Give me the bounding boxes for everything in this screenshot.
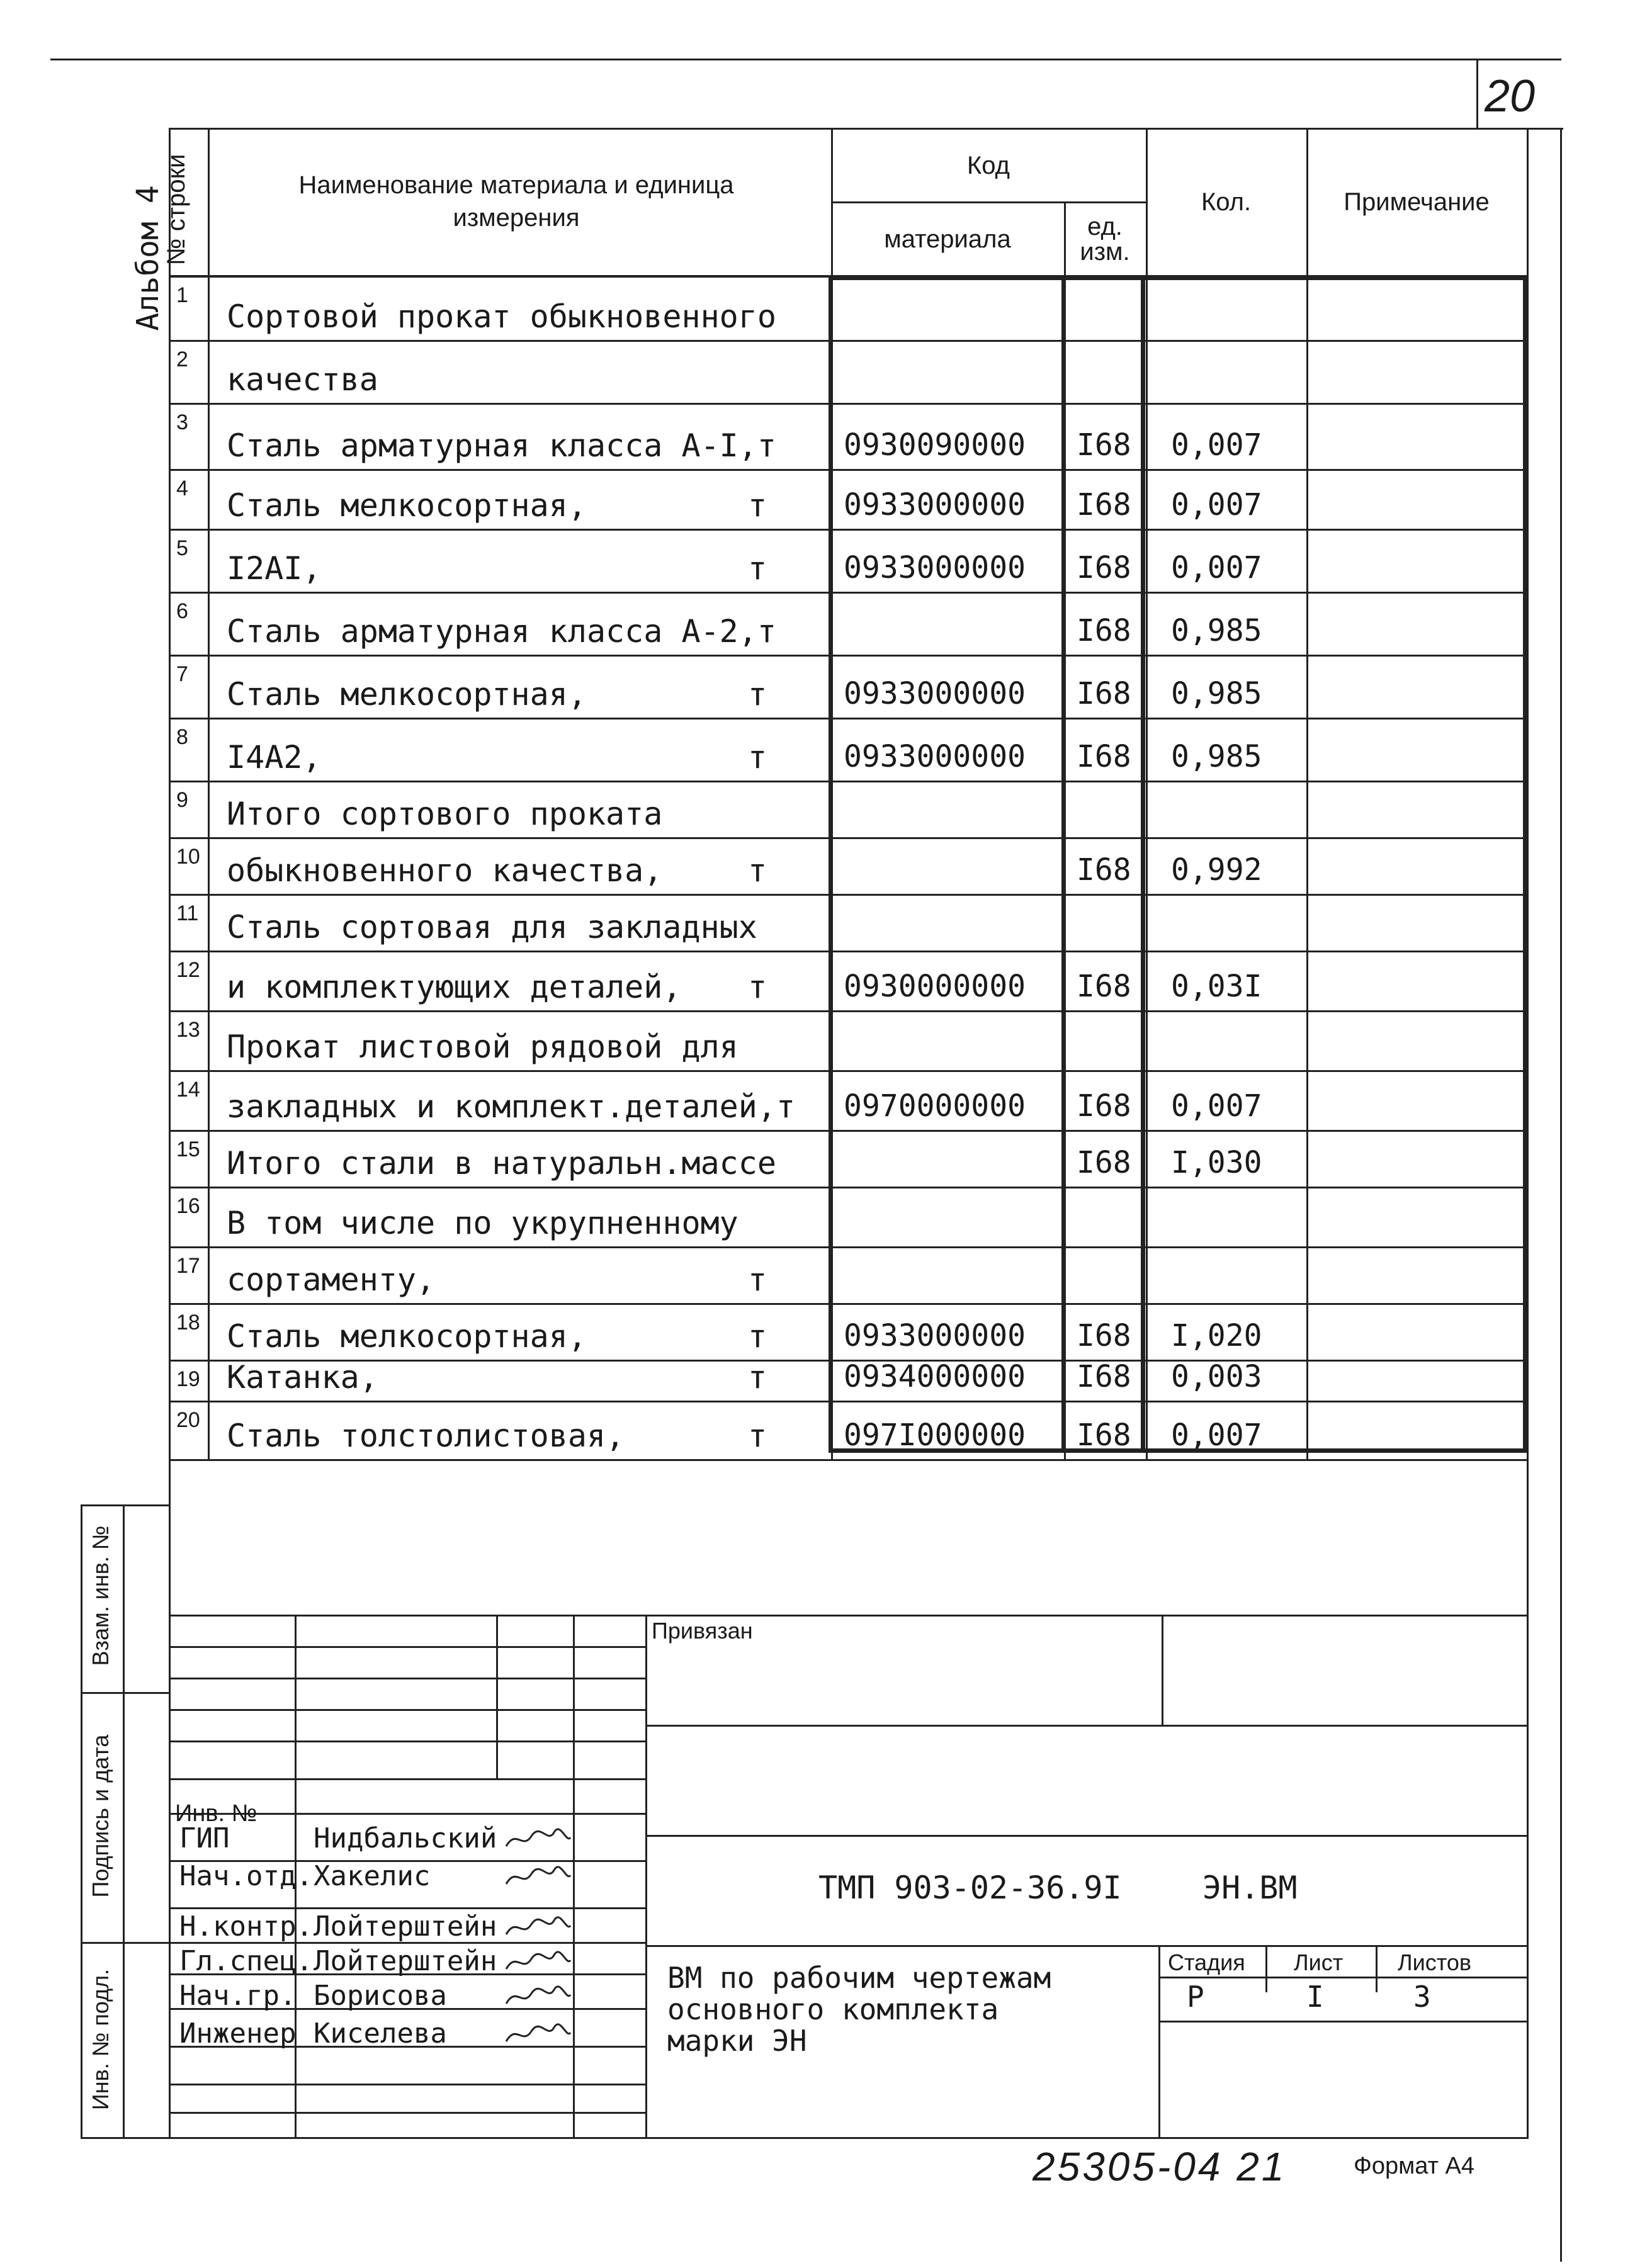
row-name: сортаменту, — [227, 1261, 436, 1298]
row-qty: I,030 — [1171, 1145, 1262, 1180]
row-unit-t: т — [748, 739, 767, 776]
header-name: Наименование материала и единица измерения — [298, 171, 734, 232]
row-line — [169, 1459, 1527, 1461]
header-unit: ед. изм. — [1080, 212, 1130, 266]
stamp-stage-label: Стадия — [1168, 1949, 1245, 1975]
row-number: 20 — [176, 1408, 200, 1432]
stamp-title-3: марки ЭН — [667, 2024, 807, 2058]
row-qty: 0,007 — [1171, 487, 1262, 522]
thick-divider-unit — [1141, 276, 1145, 1453]
stamp-stage: Р — [1187, 1980, 1204, 2014]
signature — [504, 2020, 573, 2049]
stamp-name: Хакелис — [314, 1860, 431, 1892]
row-name: I4A2, — [227, 739, 322, 776]
row-unit-t: т — [748, 676, 767, 713]
row-qty: 0,985 — [1171, 676, 1262, 711]
row-number: 15 — [176, 1137, 200, 1161]
header-note: Примечание — [1344, 188, 1490, 216]
row-qty: 0,03I — [1171, 969, 1262, 1004]
row-uom: I68 — [1077, 613, 1131, 648]
row-uom: I68 — [1077, 1359, 1131, 1394]
row-unit-t: т — [748, 1418, 767, 1454]
stamp-role: Нач.отд. — [179, 1860, 313, 1892]
row-qty: 0,985 — [1171, 613, 1262, 648]
stamp-col-2 — [496, 1615, 498, 1778]
stamp-top — [169, 1615, 1527, 1616]
row-number: 3 — [176, 410, 188, 434]
page-number: 20 — [1485, 71, 1536, 121]
stamp-sheet-label: Лист — [1294, 1949, 1344, 1975]
header-row-no: № строки — [162, 154, 190, 266]
col-rownum-right — [208, 128, 210, 1459]
row-code: 0933000000 — [844, 487, 1026, 522]
row-number: 6 — [176, 599, 188, 623]
row-uom: I68 — [1077, 427, 1131, 463]
row-unit-t: т — [748, 1359, 767, 1396]
stamp-role: Гл.спец. — [179, 1945, 313, 1977]
stamp-sheets-label: Листов — [1398, 1949, 1471, 1975]
row-qty: 0,007 — [1171, 1088, 1262, 1124]
footer-format: Формат А4 — [1354, 2153, 1475, 2179]
side-col-mid — [123, 1504, 125, 2137]
stamp-name: Борисова — [314, 1980, 447, 2012]
row-number: 5 — [176, 536, 188, 560]
stamp-title-2: основного комплекта — [667, 1992, 999, 2026]
row-number: 8 — [176, 725, 188, 749]
row-uom: I68 — [1077, 1088, 1131, 1124]
row-number: 12 — [176, 958, 200, 982]
row-unit-t: т — [748, 1261, 767, 1298]
row-qty: 0,992 — [1171, 852, 1262, 888]
stamp-title-1: ВМ по рабочим чертежам — [667, 1961, 1051, 1995]
row-name: обыкновенного качества, — [227, 852, 663, 889]
row-name: Сталь мелкосортная, — [227, 676, 587, 713]
stamp-name: Нидбальский — [314, 1822, 497, 1854]
row-name: Катанка, — [227, 1359, 378, 1396]
row-uom: I68 — [1077, 676, 1131, 711]
row-uom: I68 — [1077, 487, 1131, 522]
side-col-left — [81, 1504, 82, 2137]
stamp-code-bottom — [645, 1945, 1527, 1947]
signature — [504, 1913, 573, 1942]
top-rule — [50, 59, 1561, 60]
row-number: 17 — [176, 1254, 200, 1278]
page-number-box-left — [1476, 59, 1478, 128]
stamp-row-line — [169, 1740, 645, 1742]
row-uom: I68 — [1077, 1318, 1131, 1353]
row-unit-t: т — [748, 487, 767, 524]
row-name: Сталь арматурная класса А-2,т — [227, 613, 776, 650]
side-label-inv: Инв. № подл. — [88, 1968, 113, 2111]
stamp-stage-bottom — [1158, 2021, 1527, 2023]
stamp-role: Инженер — [179, 2017, 297, 2050]
row-number: 19 — [176, 1367, 200, 1391]
row-qty: 0,007 — [1171, 427, 1262, 463]
row-qty: 0,007 — [1171, 550, 1262, 585]
stamp-sheets: 3 — [1413, 1980, 1431, 2014]
stamp-name: Лойтерштейн — [314, 1945, 497, 1977]
header-material: материала — [884, 225, 1011, 253]
row-name: Сталь толстолистовая, — [227, 1418, 625, 1454]
col-material-right — [1064, 201, 1066, 277]
stamp-privyazan-bottom — [645, 1725, 1527, 1727]
row-number: 1 — [176, 283, 188, 307]
stamp-col-3 — [573, 1615, 575, 2137]
signature — [504, 1825, 573, 1854]
outer-right-edge — [1560, 128, 1562, 2262]
row-name: Сталь мелкосортная, — [227, 487, 587, 524]
row-number: 7 — [176, 662, 188, 686]
row-name: В том числе по укрупненному — [227, 1205, 738, 1241]
stamp-name: Лойтерштейн — [314, 1910, 497, 1943]
signature — [504, 1982, 573, 2011]
stamp-inv-no: Инв. № — [175, 1800, 257, 1827]
row-unit-t: т — [748, 1318, 767, 1355]
row-uom: I68 — [1077, 1418, 1131, 1453]
row-code: 0930090000 — [844, 427, 1026, 463]
header-code: Код — [966, 151, 1010, 179]
row-name: и комплектующих деталей, — [227, 969, 682, 1005]
stamp-role: ГИП — [179, 1822, 230, 1854]
row-unit-t: т — [748, 550, 767, 587]
row-number: 14 — [176, 1078, 200, 1102]
stamp-row-line — [169, 1678, 645, 1679]
row-number: 9 — [176, 788, 188, 812]
row-name: Сталь мелкосортная, — [227, 1318, 587, 1355]
stamp-sheet: I — [1306, 1980, 1324, 2014]
row-name: качества — [227, 361, 378, 398]
row-name: Итого стали в натуральн.массе — [227, 1145, 776, 1182]
row-name: Сортовой прокат обыкновенного — [227, 298, 776, 335]
row-number: 4 — [176, 477, 188, 500]
stamp-stage-left — [1158, 1945, 1160, 2137]
footer-number: 25305-04 21 — [1032, 2144, 1287, 2189]
stamp-doc-mark: ЭН.ВМ — [1202, 1870, 1298, 1906]
header-qty: Кол. — [1201, 188, 1252, 216]
row-uom: I68 — [1077, 969, 1131, 1004]
stamp-row-line — [169, 1907, 645, 1909]
stamp-stage-mid — [1158, 1977, 1527, 1978]
row-code: 0930000000 — [844, 969, 1026, 1004]
row-code: 0934000000 — [844, 1359, 1026, 1394]
row-uom: I68 — [1077, 550, 1131, 585]
stamp-role: Нач.гр. — [179, 1980, 297, 2012]
signature — [504, 1948, 573, 1977]
row-qty: I,020 — [1171, 1318, 1262, 1353]
row-code: 0933000000 — [844, 676, 1026, 711]
thick-divider-code — [1061, 276, 1066, 1453]
stamp-row-line — [169, 1778, 645, 1780]
stamp-col-4 — [645, 1615, 647, 2137]
data-thick-outline — [829, 276, 1527, 1453]
row-number: 11 — [176, 901, 199, 925]
row-uom: I68 — [1077, 852, 1131, 888]
row-name: I2AI, — [227, 550, 322, 587]
row-code: 0970000000 — [844, 1088, 1026, 1124]
row-unit-t: т — [748, 852, 767, 889]
row-code: 0933000000 — [844, 739, 1026, 774]
frame-left — [169, 128, 171, 2139]
row-number: 13 — [176, 1018, 200, 1042]
stamp-name: Киселева — [314, 2017, 447, 2050]
stamp-doc-code: ТМП 903-02-36.9I — [818, 1870, 1122, 1906]
row-name: закладных и комплект.деталей,т — [227, 1088, 796, 1125]
row-uom: I68 — [1077, 739, 1131, 774]
row-qty: 0,985 — [1171, 739, 1262, 774]
row-code: 0933000000 — [844, 550, 1026, 585]
row-number: 16 — [176, 1194, 200, 1218]
stamp-privyazan-right — [1162, 1615, 1163, 1725]
stamp-role: Н.контр. — [179, 1910, 313, 1943]
row-qty: 0,003 — [1171, 1359, 1262, 1394]
frame-bottom — [81, 2137, 1529, 2139]
album-label: Альбом 4 — [130, 185, 166, 331]
side-label-podpis: Подпись и дата — [88, 1734, 113, 1898]
row-qty: 0,007 — [1171, 1418, 1262, 1453]
stamp-row-line — [169, 2112, 645, 2114]
stamp-code-top — [645, 1835, 1527, 1837]
row-name: Прокат листовой рядовой для — [227, 1029, 738, 1065]
stamp-sheets-left — [1376, 1945, 1378, 1992]
stamp-privyazan: Привязан — [652, 1618, 753, 1644]
stamp-row-line — [169, 2084, 645, 2085]
row-number: 18 — [176, 1311, 200, 1334]
row-name: Итого сортового проката — [227, 796, 663, 832]
row-code: 0933000000 — [844, 1318, 1026, 1353]
row-name: Сталь сортовая для закладных — [227, 909, 757, 945]
row-number: 2 — [176, 347, 188, 371]
stamp-row-line — [169, 1646, 645, 1648]
row-code: 097I000000 — [844, 1418, 1026, 1453]
row-uom: I68 — [1077, 1145, 1131, 1180]
side-label-vzam: Взам. инв. № — [88, 1525, 113, 1666]
row-name: Сталь арматурная класса А-I,т — [227, 427, 776, 464]
row-unit-t: т — [748, 969, 767, 1005]
stamp-sheet-left — [1265, 1945, 1267, 1992]
stamp-row-line — [169, 1709, 645, 1711]
row-number: 10 — [176, 845, 200, 869]
signature — [504, 1863, 573, 1892]
